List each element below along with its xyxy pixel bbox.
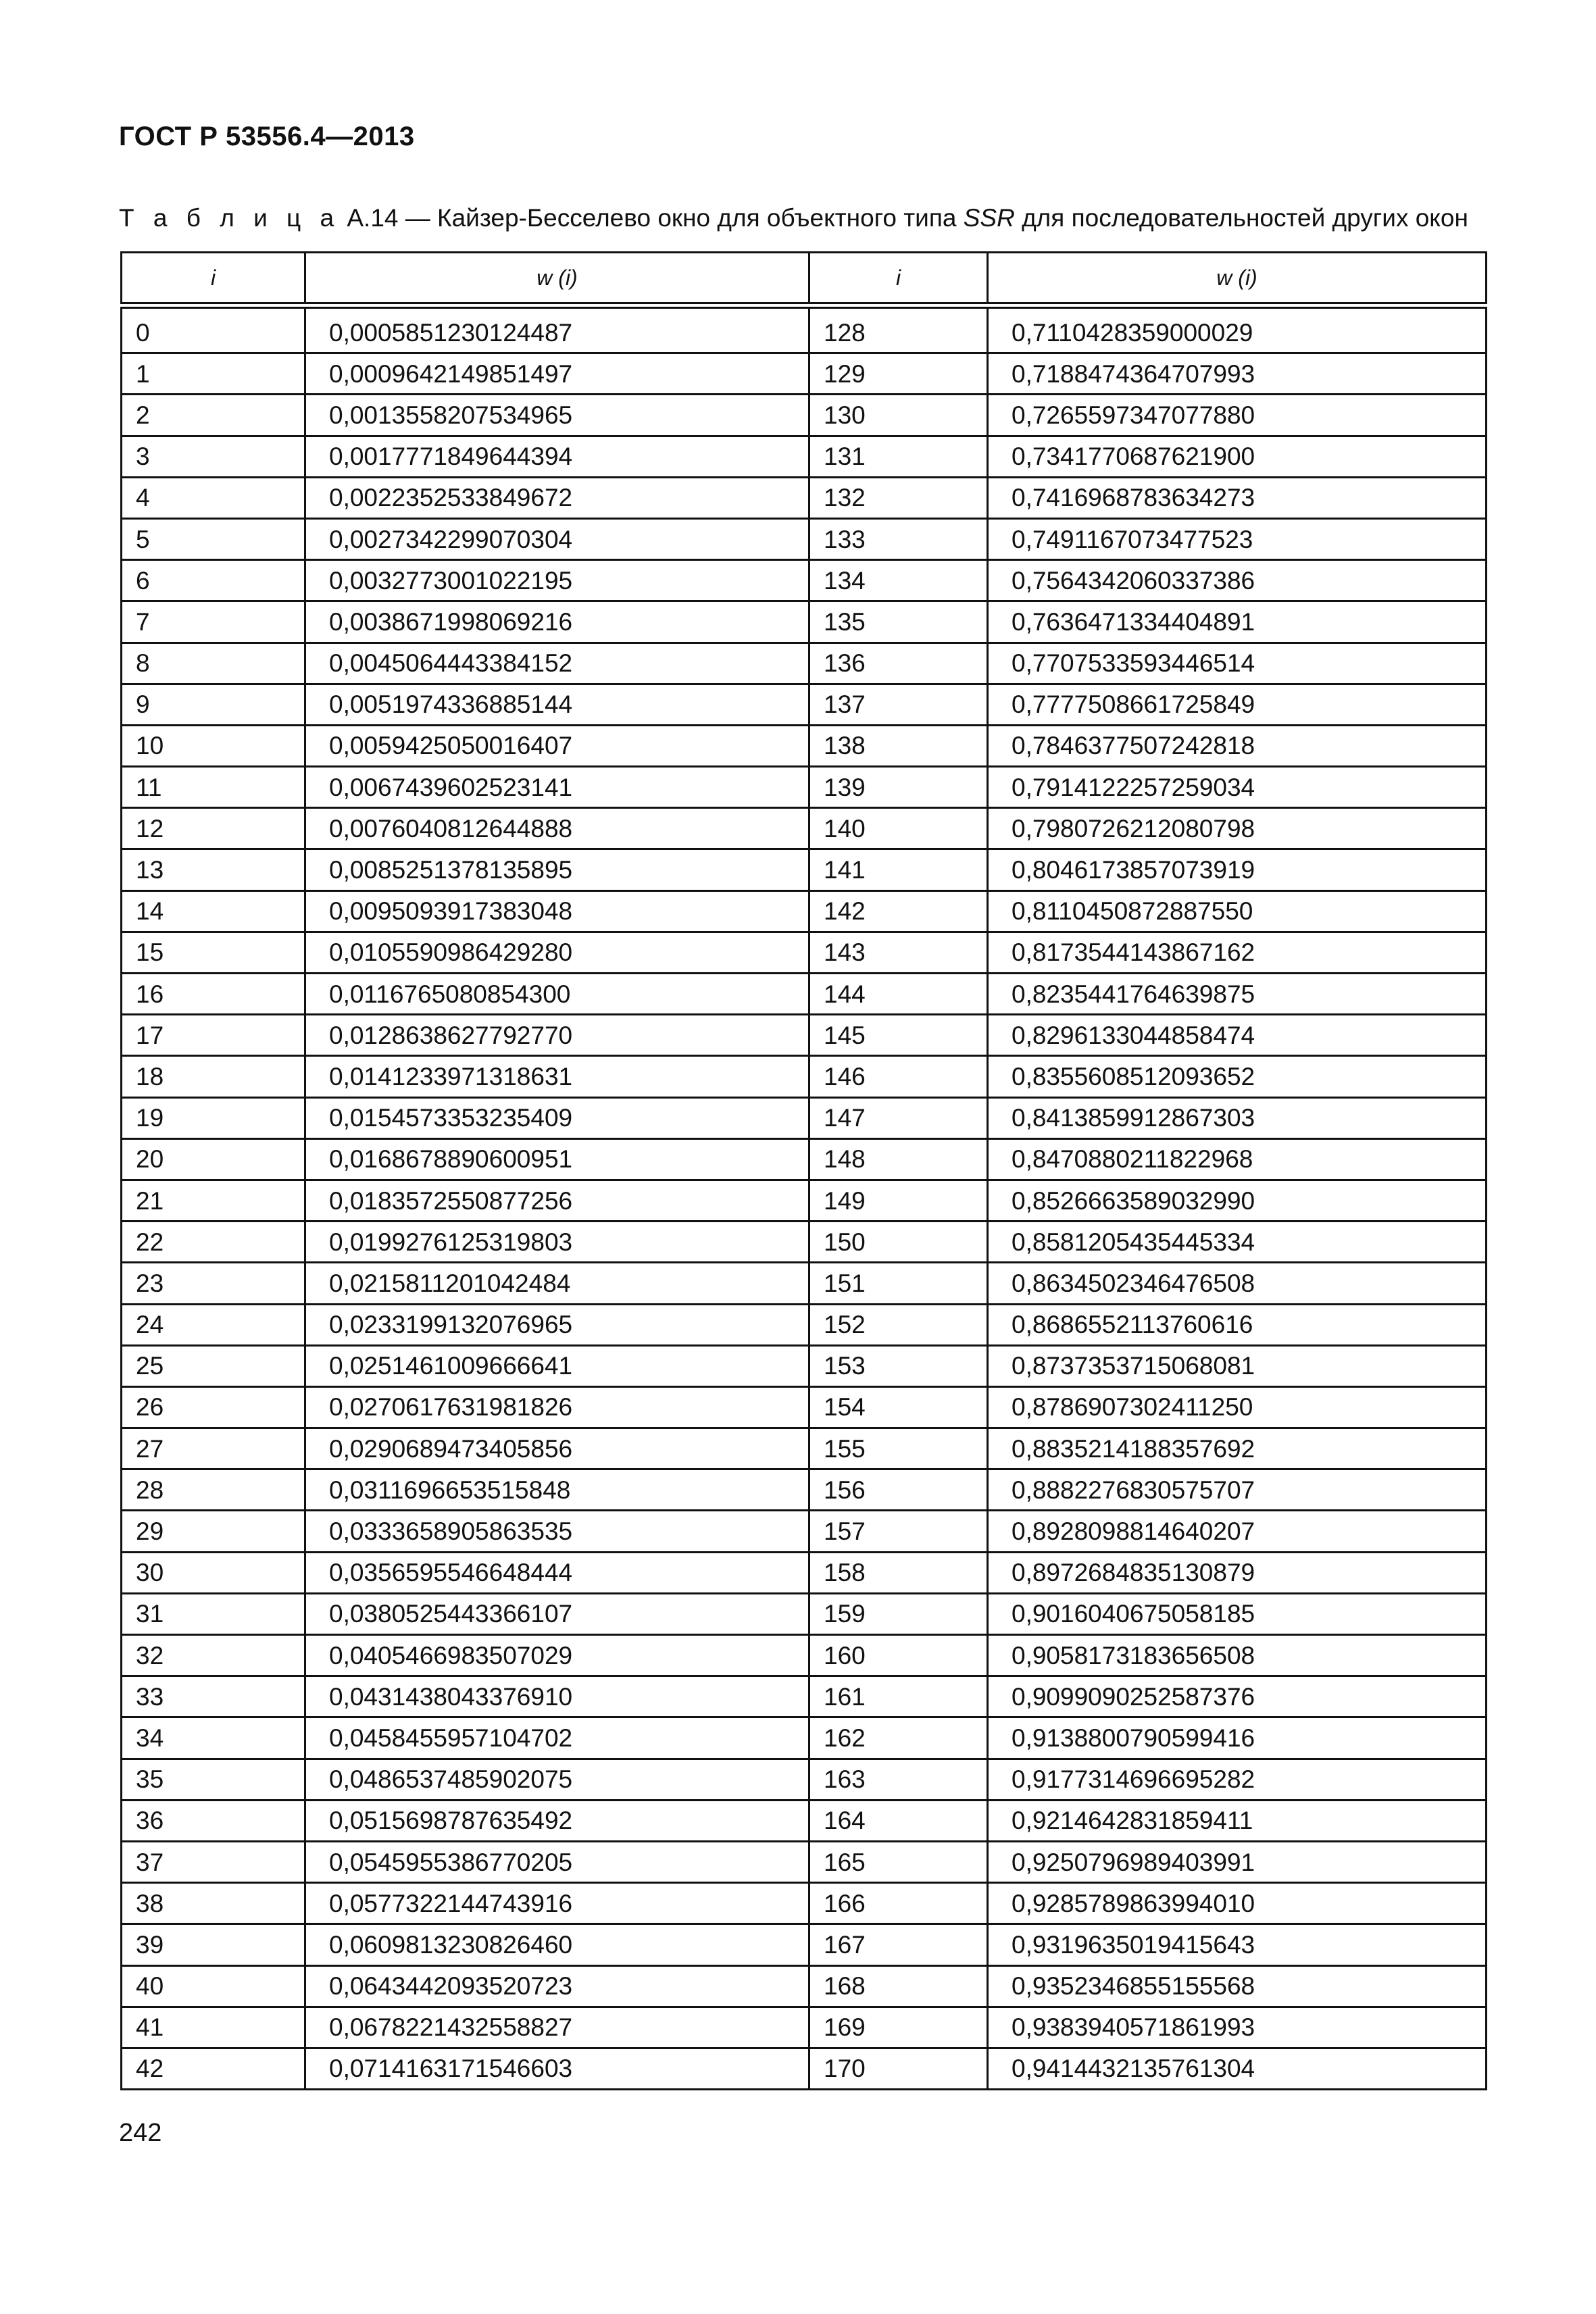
index-cell: 31 [122,1593,305,1634]
window-value-cell: 0,0183572550877256 [305,1180,809,1221]
index-cell: 20 [122,1138,305,1180]
index-cell: 139 [809,767,988,808]
window-value-cell: 0,8786907302411250 [988,1386,1487,1428]
table-row [122,1635,1487,1676]
window-value-cell: 0,8526663589032990 [988,1180,1487,1221]
column-header-i-left: i [122,253,305,306]
window-value-cell: 0,8972684835130879 [988,1552,1487,1593]
window-value-cell: 0,8046173857073919 [988,849,1487,890]
page-number: 242 [119,2119,162,2147]
window-value-cell: 0,0017771849644394 [305,436,809,477]
window-value-cell: 0,9383940571861993 [988,2007,1487,2048]
window-value-cell: 0,7777508661725849 [988,684,1487,725]
table-row [122,1097,1487,1138]
index-cell: 161 [809,1676,988,1717]
window-value-cell: 0,8413859912867303 [988,1097,1487,1138]
table-row [122,1883,1487,1924]
window-value-cell: 0,8355608512093652 [988,1056,1487,1097]
index-cell: 24 [122,1304,305,1345]
index-cell: 166 [809,1883,988,1924]
window-value-cell: 0,0251461009666641 [305,1345,809,1386]
table-row [122,477,1487,518]
document-header: ГОСТ Р 53556.4—2013 [119,122,415,151]
window-value-cell: 0,0013558207534965 [305,395,809,436]
table-row [122,1386,1487,1428]
index-cell: 13 [122,849,305,890]
window-value-cell: 0,0311696653515848 [305,1469,809,1511]
index-cell: 38 [122,1883,305,1924]
window-value-cell: 0,0045064443384152 [305,643,809,684]
table-row [122,808,1487,849]
window-value-cell: 0,0577322144743916 [305,1883,809,1924]
index-cell: 15 [122,932,305,973]
index-cell: 27 [122,1428,305,1469]
index-cell: 41 [122,2007,305,2048]
table-header-row [122,253,1487,306]
index-cell: 36 [122,1800,305,1841]
index-cell: 5 [122,518,305,559]
window-value-cell: 0,7980726212080798 [988,808,1487,849]
table-row [122,1469,1487,1511]
window-value-cell: 0,8928098814640207 [988,1511,1487,1552]
window-value-cell: 0,0067439602523141 [305,767,809,808]
index-cell: 148 [809,1138,988,1180]
table-row [122,1304,1487,1345]
window-value-cell: 0,0128638627792770 [305,1015,809,1056]
index-cell: 146 [809,1056,988,1097]
window-value-cell: 0,8110450872887550 [988,890,1487,932]
table-row [122,1345,1487,1386]
table-row [122,890,1487,932]
window-value-cell: 0,9177314696695282 [988,1759,1487,1800]
window-value-cell: 0,0141233971318631 [305,1056,809,1097]
window-value-cell: 0,9285789863994010 [988,1883,1487,1924]
index-cell: 34 [122,1717,305,1759]
window-value-cell: 0,9138800790599416 [988,1717,1487,1759]
index-cell: 158 [809,1552,988,1593]
window-value-cell: 0,9214642831859411 [988,1800,1487,1841]
table-caption-label: Т а б л и ц а [119,204,341,232]
index-cell: 4 [122,477,305,518]
index-cell: 6 [122,560,305,601]
table-row [122,684,1487,725]
window-value-cell: 0,7914122257259034 [988,767,1487,808]
window-value-cell: 0,0486537485902075 [305,1759,809,1800]
index-cell: 14 [122,890,305,932]
index-cell: 16 [122,974,305,1015]
index-cell: 165 [809,1841,988,1882]
window-value-cell: 0,8581205435445334 [988,1222,1487,1263]
window-value-cell: 0,0005851230124487 [305,305,809,353]
index-cell: 132 [809,477,988,518]
index-cell: 29 [122,1511,305,1552]
table-caption-text: А.14 — Кайзер-Бесселево окно для объектного типа [340,204,964,232]
index-cell: 8 [122,643,305,684]
column-header-w-right: w (i) [988,253,1487,306]
window-value-cell: 0,7341770687621900 [988,436,1487,477]
index-cell: 35 [122,1759,305,1800]
index-cell: 130 [809,395,988,436]
index-cell: 144 [809,974,988,1015]
window-value-cell: 0,7110428359000029 [988,305,1487,353]
window-value-cell: 0,8686552113760616 [988,1304,1487,1345]
table-row [122,1138,1487,1180]
index-cell: 32 [122,1635,305,1676]
table-row [122,1800,1487,1841]
index-cell: 159 [809,1593,988,1634]
window-value-cell: 0,0515698787635492 [305,1800,809,1841]
window-value-cell: 0,0714163171546603 [305,2048,809,2089]
window-value-cell: 0,9250796989403991 [988,1841,1487,1882]
table-row [122,1511,1487,1552]
window-value-cell: 0,8737353715068081 [988,1345,1487,1386]
window-value-cell: 0,8296133044858474 [988,1015,1487,1056]
index-cell: 147 [809,1097,988,1138]
index-cell: 17 [122,1015,305,1056]
index-cell: 22 [122,1222,305,1263]
table-row [122,1841,1487,1882]
window-value-cell: 0,0678221432558827 [305,2007,809,2048]
index-cell: 154 [809,1386,988,1428]
index-cell: 37 [122,1841,305,1882]
table-row [122,1263,1487,1304]
window-value-cell: 0,9352346855155568 [988,1965,1487,2007]
index-cell: 156 [809,1469,988,1511]
index-cell: 151 [809,1263,988,1304]
table-row [122,436,1487,477]
table-row [122,601,1487,643]
window-value-cell: 0,8882276830575707 [988,1469,1487,1511]
table-row [122,2007,1487,2048]
index-cell: 163 [809,1759,988,1800]
window-value-cell: 0,0051974336885144 [305,684,809,725]
index-cell: 128 [809,305,988,353]
window-value-cell: 0,0009642149851497 [305,353,809,395]
index-cell: 0 [122,305,305,353]
index-cell: 168 [809,1965,988,2007]
window-value-cell: 0,8235441764639875 [988,974,1487,1015]
index-cell: 167 [809,1924,988,1965]
index-cell: 12 [122,808,305,849]
index-cell: 7 [122,601,305,643]
window-value-cell: 0,0022352533849672 [305,477,809,518]
index-cell: 11 [122,767,305,808]
table-caption-term: SSR [963,204,1015,232]
index-cell: 28 [122,1469,305,1511]
table-row [122,1676,1487,1717]
table-row [122,1222,1487,1263]
window-value-cell: 0,0085251378135895 [305,849,809,890]
index-cell: 33 [122,1676,305,1717]
index-cell: 160 [809,1635,988,1676]
table-row [122,353,1487,395]
index-cell: 2 [122,395,305,436]
window-value-cell: 0,0270617631981826 [305,1386,809,1428]
window-value-cell: 0,8470880211822968 [988,1138,1487,1180]
index-cell: 143 [809,932,988,973]
table-row [122,395,1487,436]
index-cell: 164 [809,1800,988,1841]
index-cell: 155 [809,1428,988,1469]
window-value-cell: 0,7188474364707993 [988,353,1487,395]
window-value-cell: 0,7636471334404891 [988,601,1487,643]
table-row [122,974,1487,1015]
index-cell: 3 [122,436,305,477]
window-value-cell: 0,9058173183656508 [988,1635,1487,1676]
table-row [122,1593,1487,1634]
window-value-cell: 0,0333658905863535 [305,1511,809,1552]
table-row [122,1428,1487,1469]
index-cell: 153 [809,1345,988,1386]
window-value-cell: 0,8835214188357692 [988,1428,1487,1469]
table-row [122,643,1487,684]
column-header-i-right: i [809,253,988,306]
window-value-cell: 0,0545955386770205 [305,1841,809,1882]
table-row [122,1552,1487,1593]
window-value-cell: 0,9099090252587376 [988,1676,1487,1717]
index-cell: 135 [809,601,988,643]
window-value-cell: 0,7707533593446514 [988,643,1487,684]
window-value-cell: 0,0105590986429280 [305,932,809,973]
table-row [122,1015,1487,1056]
window-value-cell: 0,0038671998069216 [305,601,809,643]
index-cell: 42 [122,2048,305,2089]
table-row [122,305,1487,353]
window-value-cell: 0,0032773001022195 [305,560,809,601]
window-value-cell: 0,8634502346476508 [988,1263,1487,1304]
window-value-cell: 0,0095093917383048 [305,890,809,932]
table-row [122,560,1487,601]
window-value-cell: 0,0431438043376910 [305,1676,809,1717]
table-caption [119,204,1468,232]
window-value-cell: 0,0154573353235409 [305,1097,809,1138]
index-cell: 133 [809,518,988,559]
index-cell: 25 [122,1345,305,1386]
index-cell: 142 [809,890,988,932]
table-row [122,725,1487,766]
index-cell: 141 [809,849,988,890]
table-row [122,767,1487,808]
index-cell: 157 [809,1511,988,1552]
window-value-cell: 0,0059425050016407 [305,725,809,766]
window-value-cell: 0,7564342060337386 [988,560,1487,601]
window-value-cell: 0,0199276125319803 [305,1222,809,1263]
index-cell: 140 [809,808,988,849]
index-cell: 23 [122,1263,305,1304]
index-cell: 18 [122,1056,305,1097]
index-cell: 162 [809,1717,988,1759]
data-table [120,251,1487,2090]
window-value-cell: 0,8173544143867162 [988,932,1487,973]
index-cell: 137 [809,684,988,725]
window-value-cell: 0,0458455957104702 [305,1717,809,1759]
window-value-cell: 0,0215811201042484 [305,1263,809,1304]
index-cell: 40 [122,1965,305,2007]
index-cell: 39 [122,1924,305,1965]
index-cell: 30 [122,1552,305,1593]
window-value-cell: 0,0405466983507029 [305,1635,809,1676]
index-cell: 150 [809,1222,988,1263]
window-value-cell: 0,7265597347077880 [988,395,1487,436]
window-value-cell: 0,0609813230826460 [305,1924,809,1965]
index-cell: 136 [809,643,988,684]
window-value-cell: 0,7416968783634273 [988,477,1487,518]
index-cell: 149 [809,1180,988,1221]
index-cell: 152 [809,1304,988,1345]
window-value-cell: 0,0168678890600951 [305,1138,809,1180]
table-body [122,305,1487,2090]
window-value-cell: 0,9319635019415643 [988,1924,1487,1965]
window-value-cell: 0,0076040812644888 [305,808,809,849]
window-value-cell: 0,0290689473405856 [305,1428,809,1469]
index-cell: 9 [122,684,305,725]
table-row [122,1759,1487,1800]
index-cell: 134 [809,560,988,601]
index-cell: 1 [122,353,305,395]
index-cell: 26 [122,1386,305,1428]
window-value-cell: 0,7846377507242818 [988,725,1487,766]
window-value-cell: 0,0116765080854300 [305,974,809,1015]
table-row [122,1180,1487,1221]
index-cell: 21 [122,1180,305,1221]
table-row [122,849,1487,890]
index-cell: 145 [809,1015,988,1056]
window-value-cell: 0,0356595546648444 [305,1552,809,1593]
window-value-cell: 0,9016040675058185 [988,1593,1487,1634]
window-value-cell: 0,0380525443366107 [305,1593,809,1634]
index-cell: 138 [809,725,988,766]
window-value-cell: 0,0643442093520723 [305,1965,809,2007]
window-value-cell: 0,0027342299070304 [305,518,809,559]
index-cell: 10 [122,725,305,766]
index-cell: 129 [809,353,988,395]
table-row [122,2048,1487,2089]
window-value-cell: 0,7491167073477523 [988,518,1487,559]
window-value-cell: 0,0233199132076965 [305,1304,809,1345]
window-value-cell: 0,9414432135761304 [988,2048,1487,2089]
table-row [122,1056,1487,1097]
table-row [122,932,1487,973]
index-cell: 169 [809,2007,988,2048]
index-cell: 19 [122,1097,305,1138]
table-row [122,1965,1487,2007]
column-header-w-left: w (i) [305,253,809,306]
index-cell: 131 [809,436,988,477]
index-cell: 170 [809,2048,988,2089]
table-row [122,1717,1487,1759]
table-caption-text-end: для последовательностей других окон [1014,204,1468,232]
table-row [122,518,1487,559]
table-row [122,1924,1487,1965]
